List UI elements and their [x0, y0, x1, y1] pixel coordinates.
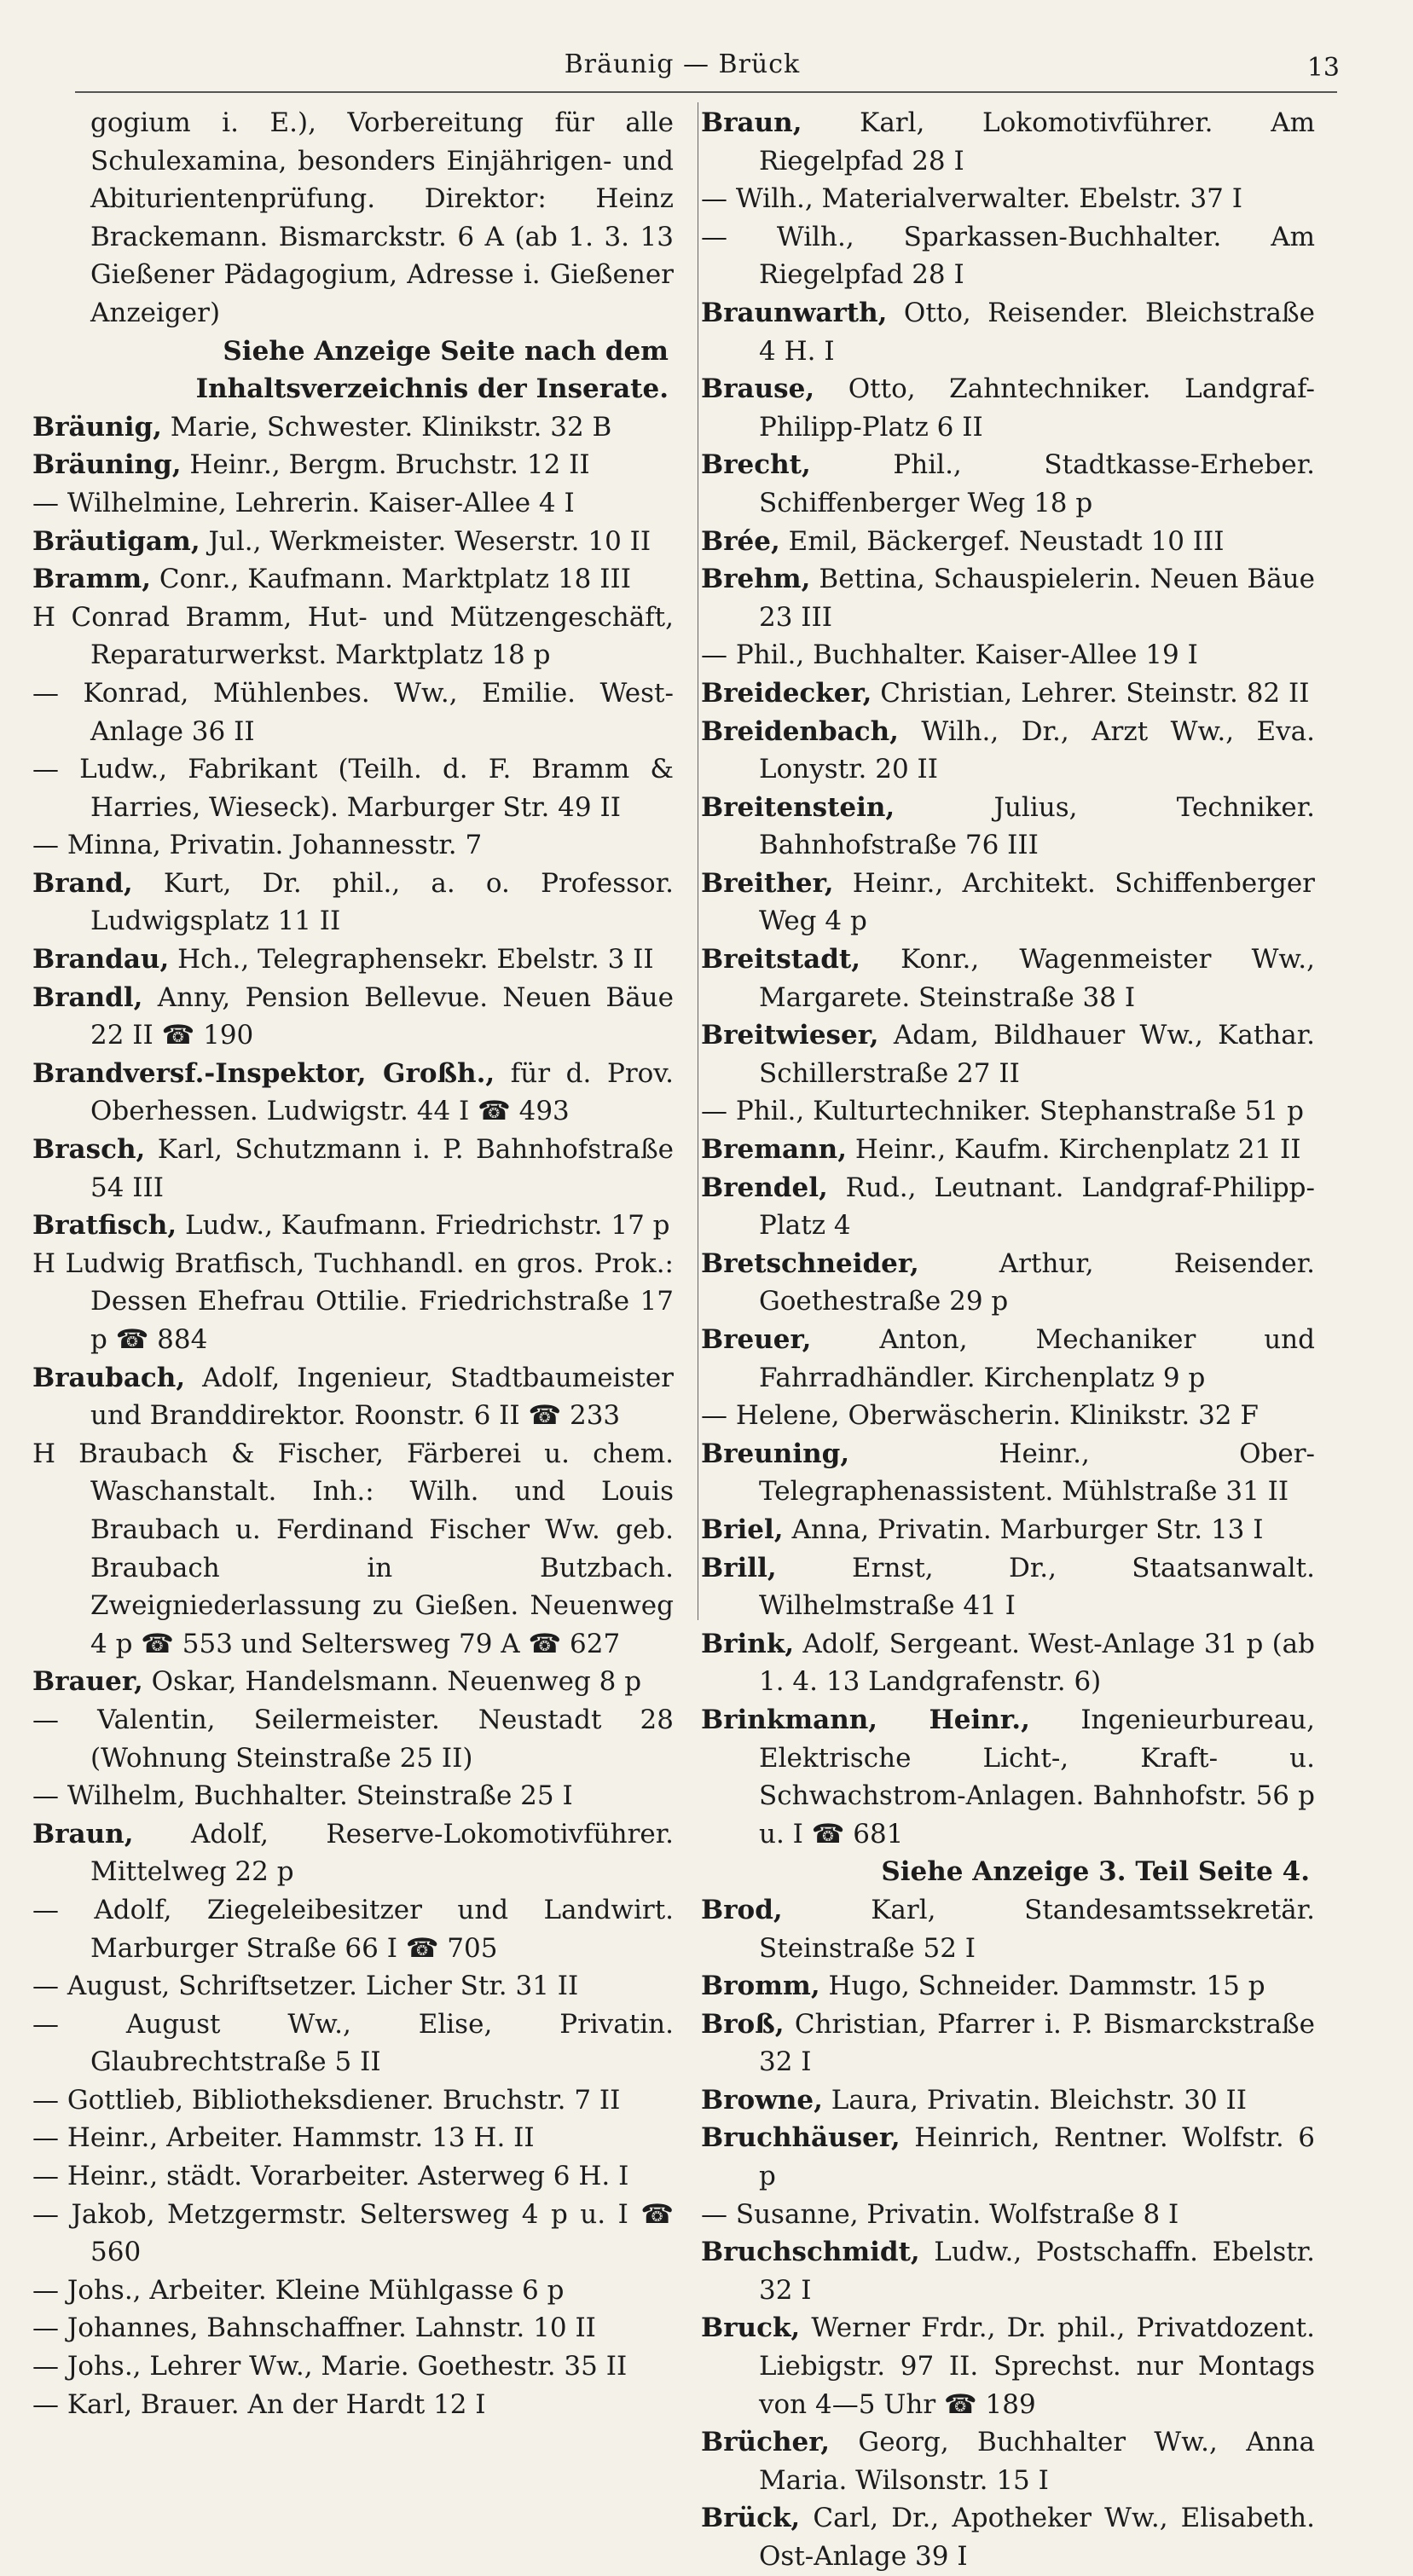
entry-details: Otto, Reisender. Bleichstraße 4 H. I — [759, 297, 1315, 367]
entry-surname: Bräunig, — [32, 411, 162, 443]
entry-details: Bettina, Schauspielerin. Neuen Bäue 23 III — [759, 564, 1315, 633]
advertisement-notice: Siehe Anzeige Seite nach dem Inhaltsverzeichnis der Inserate. — [195, 335, 669, 405]
directory-entry — [32, 2081, 674, 2120]
entry-details: Julius, Techniker. Bahnhofstraße 76 III — [759, 791, 1315, 861]
directory-entry — [701, 2196, 1315, 2234]
directory-entry — [32, 1245, 674, 1359]
entry-details: — Helene, Oberwäscherin. Klinikstr. 32 F — [701, 1400, 1259, 1432]
entry-surname: Bruchschmidt, — [701, 2237, 920, 2268]
directory-entry — [701, 2423, 1315, 2499]
entry-details: Adolf, Reserve-Lokomotivführer. Mittelweg 22 p — [90, 1818, 674, 1888]
directory-entry — [701, 1511, 1315, 1549]
directory-entry — [701, 1245, 1315, 1321]
entry-surname: Bräutigam, — [32, 525, 200, 557]
entry-details: Adolf, Sergeant. West-Anlage 31 p (ab 1. 4. 13 Landgrafenstr. 6) — [759, 1628, 1315, 1698]
entry-details: Wilh., Dr., Arzt Ww., Eva. Lonystr. 20 II — [759, 715, 1315, 785]
directory-entry — [32, 750, 674, 826]
directory-entry — [32, 826, 674, 865]
entry-details: — Gottlieb, Bibliotheksdiener. Bruchstr. 7 II — [32, 2084, 621, 2116]
entry-surname: Brehm, — [701, 564, 811, 595]
entry-surname: Brücher, — [701, 2427, 831, 2458]
entry-details: Christian, Pfarrer i. P. Bismarckstraße 32 I — [759, 2008, 1315, 2078]
entry-surname: Bramm, — [32, 564, 152, 595]
entry-surname: Breitenstein, — [701, 791, 895, 823]
page-number: 13 — [1306, 53, 1340, 83]
entry-details: — Johannes, Bahnschaffner. Lahnstr. 10 II — [32, 2313, 596, 2344]
entry-details: — Valentin, Seilermeister. Neustadt 28 (Wohnung Steinstraße 25 II) — [32, 1704, 674, 1774]
directory-entry — [701, 294, 1315, 370]
entry-details: — Phil., Kulturtechniker. Stephanstraße 51 p — [701, 1096, 1304, 1127]
entry-details: Heinr., Ober-Telegraphenassistent. Mühlstraße 31 II — [759, 1438, 1315, 1508]
entry-details: Marie, Schwester. Klinikstr. 32 B — [161, 411, 612, 443]
entry-details: Emil, Bäckergef. Neustadt 10 III — [779, 525, 1225, 557]
directory-entry — [32, 408, 674, 447]
directory-entry — [701, 1131, 1315, 1169]
entry-details: — Heinr., Arbeiter. Hammstr. 13 H. II — [32, 2122, 535, 2154]
entry-surname: Breidenbach, — [701, 715, 899, 747]
entry-surname: Brauer, — [32, 1666, 143, 1698]
entry-surname: Brink, — [701, 1628, 795, 1659]
directory-entry — [32, 1131, 674, 1207]
entry-details: Kurt, Dr. phil., a. o. Professor. Ludwigsplatz 11 II — [90, 867, 674, 937]
entry-details: — Wilh., Materialverwalter. Ebelstr. 37 I — [701, 183, 1242, 215]
entry-details: Georg, Buchhalter Ww., Anna Maria. Wilsonstr. 15 I — [759, 2427, 1315, 2496]
directory-entry — [32, 979, 674, 1055]
entry-surname: Brasch, — [32, 1134, 146, 1166]
entry-surname: Brill, — [701, 1552, 777, 1583]
directory-entry — [32, 1701, 674, 1777]
entry-details: — Minna, Privatin. Johannesstr. 7 — [32, 830, 483, 861]
directory-entry — [32, 2272, 674, 2310]
entry-details: Phil., Stadtkasse-Erheber. Schiffenberger Weg 18 p — [759, 449, 1315, 518]
directory-entry — [701, 560, 1315, 636]
entry-details: Heinr., Architekt. Schiffenberger Weg 4 p — [759, 867, 1315, 937]
directory-entry — [32, 446, 674, 484]
directory-entry — [701, 713, 1315, 789]
entry-surname: Bruchhäuser, — [701, 2122, 900, 2154]
entry-surname: Braunwarth, — [701, 297, 888, 328]
entry-details: Carl, Dr., Apotheker Ww., Elisabeth. Ost-Anlage 39 I — [759, 2503, 1315, 2572]
entry-surname: Braun, — [701, 107, 802, 138]
directory-entry — [32, 1663, 674, 1701]
entry-surname: Brandl, — [32, 981, 143, 1013]
entry-details: — Wilhelm, Buchhalter. Steinstraße 25 I — [32, 1780, 573, 1812]
entry-details: Ingenieurbureau, Elektrische Licht-, Kraft- u. Schwachstrom-Anlagen. Bahnhofstr. 56 p u. I ☎ 681 — [759, 1704, 1316, 1850]
directory-entry — [701, 2119, 1315, 2195]
entry-details: Heinr., Bergm. Bruchstr. 12 II — [181, 449, 590, 481]
directory-entry — [32, 523, 674, 561]
entry-surname: Breuning, — [701, 1438, 850, 1469]
entry-surname: Brinkmann, Heinr., — [701, 1704, 1030, 1735]
directory-entry — [701, 1397, 1315, 1435]
entry-surname: Brandau, — [32, 944, 170, 975]
directory-entry — [32, 599, 674, 674]
entry-surname: Breither, — [701, 867, 834, 899]
entry-surname: Bremann, — [701, 1134, 848, 1166]
entry-details: Rud., Leutnant. Landgraf-Philipp-Platz 4 — [759, 1172, 1315, 1242]
directory-entry — [701, 104, 1315, 180]
advertisement-notice: Siehe Anzeige 3. Teil Seite 4. — [881, 1856, 1310, 1888]
entry-details: Karl, Schutzmann i. P. Bahnhofstraße 54 III — [90, 1134, 674, 1203]
left-column — [32, 104, 674, 2423]
directory-entry — [701, 218, 1315, 294]
entry-surname: Briel, — [701, 1514, 784, 1545]
directory-entry — [701, 674, 1315, 713]
directory-entry — [32, 2119, 674, 2157]
entry-details: — Jakob, Metzgermstr. Seltersweg 4 p u. I ☎ 560 — [32, 2198, 674, 2268]
directory-entry — [701, 1967, 1315, 2006]
directory-entry — [32, 941, 674, 979]
directory-entry — [701, 1549, 1315, 1625]
directory-entry — [32, 2309, 674, 2347]
entry-details: Heinrich, Rentner. Wolfstr. 6 p — [759, 2122, 1315, 2192]
entry-surname: Bretschneider, — [701, 1247, 919, 1279]
directory-entry — [701, 1092, 1315, 1131]
entry-details: — Johs., Arbeiter. Kleine Mühlgasse 6 p — [32, 2274, 565, 2306]
header-rule — [75, 91, 1337, 93]
directory-entry — [701, 2006, 1315, 2081]
entry-details: Ludw., Kaufmann. Friedrichstr. 17 p — [177, 1210, 670, 1242]
entry-details: Oskar, Handelsmann. Neuenweg 8 p — [142, 1666, 642, 1698]
directory-entry — [701, 1891, 1315, 1967]
directory-entry — [32, 2347, 674, 2386]
entry-details: Adam, Bildhauer Ww., Kathar. Schillerstraße 27 II — [759, 1020, 1315, 1089]
entry-details: Ernst, Dr., Staatsanwalt. Wilhelmstraße 41 I — [759, 1552, 1315, 1622]
entry-details: Karl, Lokomotivführer. Am Riegelpfad 28 I — [759, 107, 1315, 177]
directory-entry — [701, 523, 1315, 561]
entry-details: — Phil., Buchhalter. Kaiser-Allee 19 I — [701, 640, 1198, 671]
directory-entry — [701, 789, 1315, 865]
directory-entry — [32, 865, 674, 941]
running-head: Bräunig — Brück — [564, 49, 801, 79]
directory-entry — [32, 2006, 674, 2081]
directory-entry — [32, 1359, 674, 1435]
entry-surname: Brecht, — [701, 449, 811, 481]
entry-surname: Broß, — [701, 2008, 785, 2040]
entry-details: Ludw., Postschaffn. Ebelstr. 32 I — [759, 2237, 1315, 2306]
directory-entry — [701, 370, 1315, 446]
entry-surname: Breitstadt, — [701, 944, 860, 975]
entry-details: Werner Frdr., Dr. phil., Privatdozent. Liebigstr. 97 II. Sprechst. nur Montags von 4—5 Uhr ☎ 189 — [759, 2313, 1315, 2420]
entry-surname: Breitwieser, — [701, 1020, 879, 1051]
entry-surname: Bratfisch, — [32, 1210, 177, 1242]
directory-entry — [32, 1891, 674, 1967]
entry-details: Anny, Pension Bellevue. Neuen Bäue 22 II ☎ 190 — [90, 981, 674, 1051]
directory-entry — [701, 1321, 1315, 1397]
directory-entry — [701, 1435, 1315, 1511]
entry-details: Anna, Privatin. Marburger Str. 13 I — [783, 1514, 1264, 1545]
entry-details: — Susanne, Privatin. Wolfstraße 8 I — [701, 2198, 1179, 2230]
entry-surname: Brück, — [701, 2503, 801, 2534]
entry-surname: Brendel, — [701, 1172, 828, 1203]
directory-entry — [32, 2386, 674, 2424]
directory-entry — [701, 446, 1315, 522]
directory-entry — [701, 2081, 1315, 2120]
directory-entry — [701, 1016, 1315, 1092]
directory-entry — [701, 941, 1315, 1016]
directory-entry — [32, 1207, 674, 1245]
entry-details: — Johs., Lehrer Ww., Marie. Goethestr. 35 II — [32, 2351, 628, 2382]
entry-details: Konr., Wagenmeister Ww., Margarete. Steinstraße 38 I — [759, 944, 1315, 1013]
directory-entry — [32, 560, 674, 599]
directory-entry — [32, 1967, 674, 2006]
directory-entry — [32, 484, 674, 523]
entry-details: — Karl, Brauer. An der Hardt 12 I — [32, 2388, 486, 2420]
directory-entry — [701, 865, 1315, 941]
entry-details: Christian, Lehrer. Steinstr. 82 II — [872, 677, 1310, 709]
directory-entry — [701, 1701, 1315, 1853]
entry-surname: Brause, — [701, 373, 815, 405]
directory-entry — [32, 2196, 674, 2272]
entry-details: Otto, Zahntechniker. Landgraf-Philipp-Platz 6 II — [759, 373, 1315, 443]
entry-surname: Braubach, — [32, 1362, 186, 1393]
entry-details: — Konrad, Mühlenbes. Ww., Emilie. West-Anlage 36 II — [32, 677, 674, 747]
entry-details: Adolf, Ingenieur, Stadtbaumeister und Branddirektor. Roonstr. 6 II ☎ 233 — [90, 1362, 674, 1432]
directory-entry — [701, 2309, 1315, 2423]
entry-details: — Ludw., Fabrikant (Teilh. d. F. Bramm & Harries, Wieseck). Marburger Str. 49 II — [32, 754, 674, 823]
directory-entry — [701, 2499, 1315, 2575]
entry-details: Laura, Privatin. Bleichstr. 30 II — [822, 2084, 1248, 2116]
directory-entry — [32, 2157, 674, 2196]
entry-details: für d. Prov. Oberhessen. Ludwigstr. 44 I ☎ 493 — [90, 1057, 674, 1127]
entry-details: — Wilhelmine, Lehrerin. Kaiser-Allee 4 I — [32, 487, 575, 518]
entry-details: Anton, Mechaniker und Fahrradhändler. Kirchenplatz 9 p — [759, 1324, 1315, 1393]
directory-entry — [32, 1815, 674, 1891]
entry-surname: Bräuning, — [32, 449, 182, 481]
entry-details: — August Ww., Elise, Privatin. Glaubrechtstraße 5 II — [32, 2008, 674, 2078]
directory-entry — [701, 180, 1315, 218]
entry-details: H Conrad Bramm, Hut- und Mützengeschäft, Reparaturwerkst. Marktplatz 18 p — [32, 601, 674, 671]
directory-entry — [32, 1055, 674, 1131]
entry-surname: Browne, — [701, 2084, 823, 2116]
directory-entry — [32, 674, 674, 750]
entry-details: — Heinr., städt. Vorarbeiter. Asterweg 6 H. I — [32, 2161, 629, 2192]
entry-surname: Brandversf.-Inspektor, Großh., — [32, 1057, 495, 1089]
directory-entry — [701, 1625, 1315, 1701]
entry-surname: Breuer, — [701, 1324, 812, 1355]
directory-entry — [32, 1435, 674, 1664]
entry-continuation: gogium i. E.), Vorbereitung für alle Schulexamina, besonders Einjährigen- und Abiturientenprüfung. Direktor: Heinz Brackemann. Bismarckstr. 6 A (ab 1. 3. 13 Gießener Pädagogium, Adresse i. Gießener Anzeiger) — [90, 107, 674, 328]
entry-details: Hch., Telegraphensekr. Ebelstr. 3 II — [169, 944, 654, 975]
entry-surname: Brand, — [32, 867, 133, 899]
entry-details: Conr., Kaufmann. Marktplatz 18 III — [151, 564, 631, 595]
entry-surname: Brod, — [701, 1894, 783, 1925]
entry-details: Heinr., Kaufm. Kirchenplatz 21 II — [847, 1134, 1301, 1166]
directory-entry — [701, 636, 1315, 674]
entry-surname: Braun, — [32, 1818, 134, 1850]
entry-details: H Braubach & Fischer, Färberei u. chem. Waschanstalt. Inh.: Wilh. und Louis Braubach u. Ferdinand Fischer Ww. geb. Braubach in Butzbach. Zweigniederlassung zu Gießen. Neuenweg 4 p ☎ 553 und Seltersweg 79 A ☎ 627 — [32, 1438, 674, 1659]
entry-surname: Breidecker, — [701, 677, 872, 709]
entry-details: Jul., Werkmeister. Weserstr. 10 II — [200, 525, 651, 557]
entry-details: Karl, Standesamtssekretär. Steinstraße 52 I — [759, 1894, 1315, 1964]
directory-entry — [701, 1169, 1315, 1245]
entry-surname: Bruck, — [701, 2313, 801, 2344]
directory-entry — [32, 1777, 674, 1815]
entry-details: H Ludwig Bratfisch, Tuchhandl. en gros. Prok.: Dessen Ehefrau Ottilie. Friedrichstraße 17 p ☎ 884 — [32, 1247, 674, 1355]
entry-details: Hugo, Schneider. Dammstr. 15 p — [819, 1971, 1265, 2002]
directory-entry — [701, 2233, 1315, 2309]
entry-details: — August, Schriftsetzer. Licher Str. 31 II — [32, 1971, 579, 2002]
entry-surname: Brée, — [701, 525, 780, 557]
right-column — [701, 104, 1315, 2576]
entry-details: Arthur, Reisender. Goethestraße 29 p — [759, 1247, 1315, 1317]
entry-surname: Bromm, — [701, 1971, 820, 2002]
entry-details: — Wilh., Sparkassen-Buchhalter. Am Riegelpfad 28 I — [701, 221, 1315, 291]
entry-details: — Adolf, Ziegeleibesitzer und Landwirt. Marburger Straße 66 I ☎ 705 — [32, 1894, 674, 1964]
